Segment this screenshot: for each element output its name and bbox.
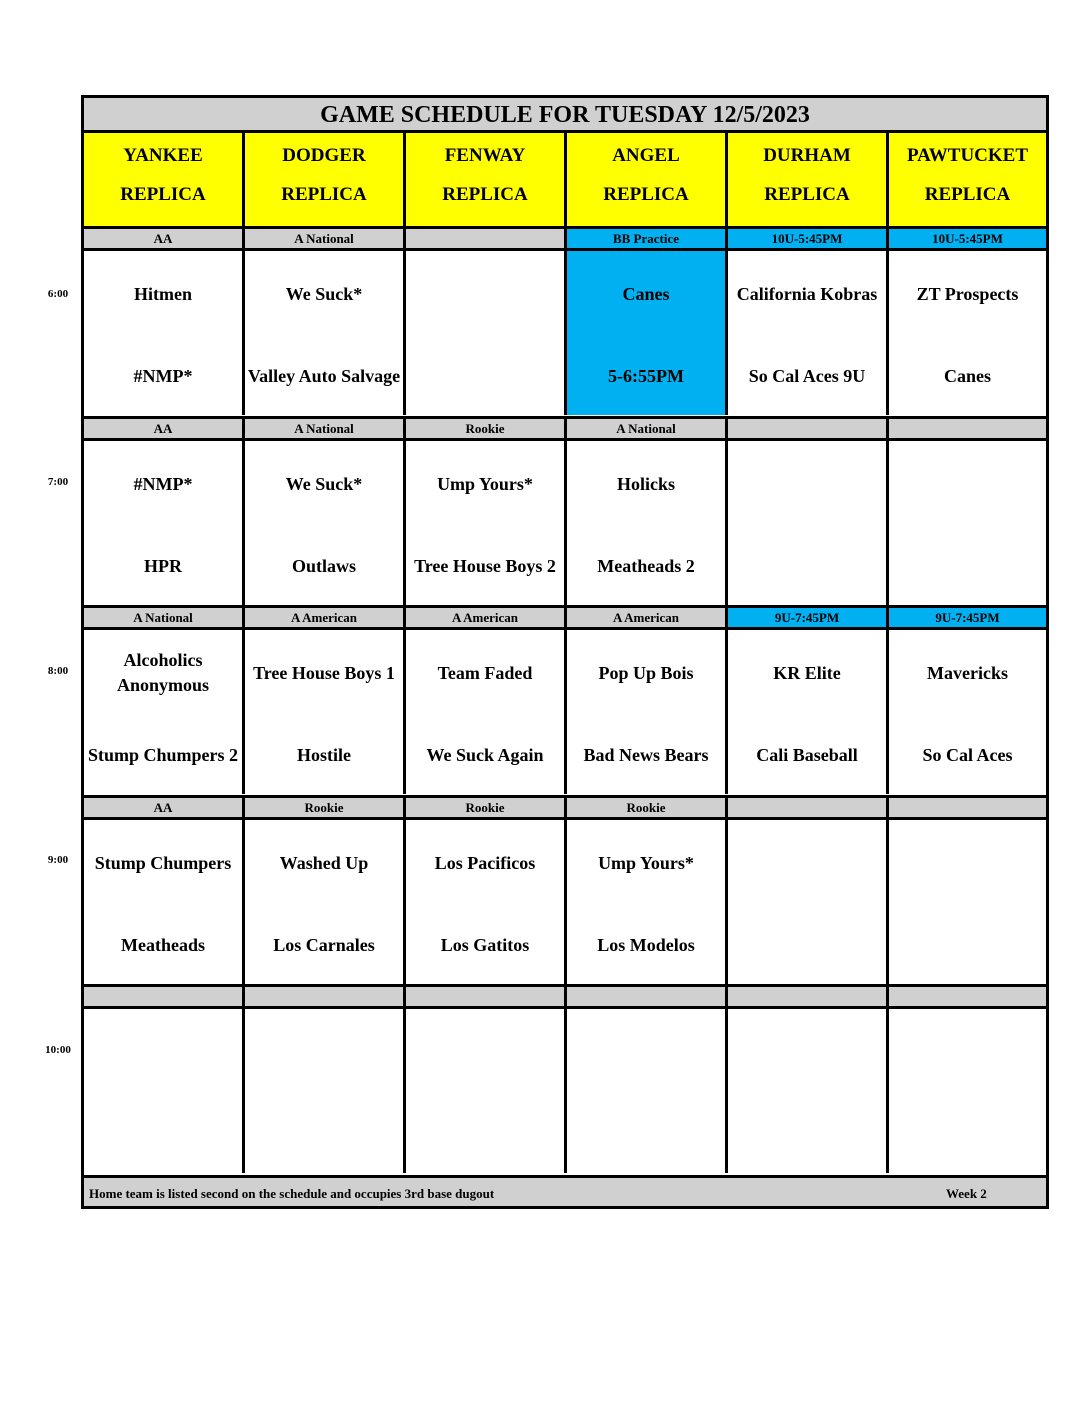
- game-cell: [728, 630, 889, 794]
- game-cell: [245, 251, 406, 415]
- home-team: Canes: [943, 365, 991, 386]
- away-team: [567, 1027, 725, 1077]
- game-row: [84, 1009, 1046, 1173]
- home-team: [84, 1109, 242, 1159]
- division-band: [84, 795, 1046, 820]
- division-label: A American: [406, 608, 567, 627]
- game-cell: [406, 820, 567, 984]
- away-team: [728, 1027, 886, 1077]
- game-cell: [84, 820, 245, 984]
- game-cell: [889, 1009, 1046, 1173]
- game-cell: [728, 1009, 889, 1173]
- division-label: A American: [567, 608, 728, 627]
- home-team: Cali Baseball: [756, 744, 858, 765]
- home-team: So Cal Aces 9U: [748, 365, 866, 386]
- away-team: Washed Up: [279, 852, 369, 873]
- division-label: A National: [245, 229, 406, 248]
- field-header-fenway: [406, 133, 567, 226]
- away-team: Stump Chumpers: [94, 852, 232, 873]
- field-type: REPLICA: [281, 184, 367, 205]
- game-cell: [84, 251, 245, 415]
- game-cell: [406, 251, 567, 415]
- home-team: Stump Chumpers 2: [87, 744, 239, 765]
- home-team: Los Modelos: [597, 934, 695, 955]
- away-team: We Suck*: [285, 283, 363, 304]
- division-band: [84, 605, 1046, 630]
- away-team: [406, 1027, 564, 1077]
- away-team: [728, 838, 886, 888]
- home-team: [728, 1109, 886, 1159]
- footer-bar: [84, 1175, 1046, 1206]
- division-label: 9U-7:45PM: [728, 608, 889, 627]
- division-label: A National: [84, 608, 245, 627]
- home-team: Outlaws: [291, 555, 356, 576]
- away-team: Pop Up Bois: [598, 662, 694, 683]
- game-cell: [567, 251, 728, 415]
- home-team: [889, 541, 1046, 591]
- division-label: [889, 987, 1046, 1006]
- home-team: Tree House Boys 2: [414, 555, 556, 576]
- away-team: Los Pacificos: [434, 852, 536, 873]
- game-cell: [84, 630, 245, 794]
- field-type: REPLICA: [764, 184, 850, 205]
- away-team: Hitmen: [134, 283, 192, 304]
- game-cell: [889, 820, 1046, 984]
- game-cell: [245, 441, 406, 605]
- division-label: [406, 987, 567, 1006]
- division-label: AA: [84, 419, 245, 438]
- field-name: DURHAM: [763, 145, 851, 166]
- field-name: DODGER: [282, 145, 366, 166]
- time-label: 9:00: [47, 854, 69, 866]
- home-team: Los Carnales: [273, 934, 375, 955]
- away-team: California Kobras: [736, 283, 878, 304]
- division-label: [728, 798, 889, 817]
- division-label: A American: [245, 608, 406, 627]
- game-cell: [889, 251, 1046, 415]
- away-team: [406, 269, 564, 319]
- division-label: [728, 987, 889, 1006]
- week-label: Week 2: [946, 1186, 987, 1201]
- home-team: #NMP*: [133, 365, 193, 386]
- division-band: [84, 226, 1046, 251]
- field-type: REPLICA: [603, 184, 689, 205]
- game-cell: [406, 630, 567, 794]
- home-team: Meatheads: [121, 934, 205, 955]
- away-team: We Suck*: [285, 473, 363, 494]
- game-cell: [84, 441, 245, 605]
- division-label: Rookie: [567, 798, 728, 817]
- away-team: [245, 1027, 403, 1077]
- division-band: [84, 984, 1046, 1009]
- home-team: [406, 351, 564, 401]
- division-label: Rookie: [245, 798, 406, 817]
- field-header-angel: [567, 133, 728, 226]
- home-team: Valley Auto Salvage: [247, 365, 401, 386]
- field-type: REPLICA: [120, 184, 206, 205]
- division-label: [567, 987, 728, 1006]
- away-team: Alcoholics Anonymous: [116, 650, 210, 695]
- division-label: [889, 419, 1046, 438]
- field-type: REPLICA: [442, 184, 528, 205]
- division-label: 9U-7:45PM: [889, 608, 1046, 627]
- division-label: AA: [84, 229, 245, 248]
- schedule-table: [81, 95, 1049, 1209]
- division-label: Rookie: [406, 419, 567, 438]
- away-team: Mavericks: [927, 662, 1008, 683]
- field-name: PAWTUCKET: [906, 145, 1029, 166]
- home-team: We Suck Again: [426, 744, 544, 765]
- game-row: [84, 441, 1046, 605]
- home-team: [406, 1109, 564, 1159]
- game-cell: [406, 441, 567, 605]
- away-team: #NMP*: [133, 473, 193, 494]
- game-row: [84, 251, 1046, 415]
- game-cell: [889, 441, 1046, 605]
- time-label: 6:00: [47, 288, 69, 300]
- home-team: Bad News Bears: [583, 744, 709, 765]
- time-label: 8:00: [47, 665, 69, 677]
- division-band: [84, 416, 1046, 441]
- game-row: [84, 630, 1046, 794]
- home-team: [889, 1109, 1046, 1159]
- away-team: Ump Yours*: [437, 473, 533, 494]
- home-team: So Cal Aces: [922, 744, 1013, 765]
- away-team: Team Faded: [437, 662, 533, 683]
- game-cell: [728, 441, 889, 605]
- home-team: [567, 1109, 725, 1159]
- field-type: REPLICA: [924, 184, 1011, 205]
- division-label: [245, 987, 406, 1006]
- away-team: Ump Yours*: [598, 852, 694, 873]
- home-team: [728, 920, 886, 970]
- field-header-pawtucket: [889, 133, 1046, 226]
- division-label: [889, 798, 1046, 817]
- field-name: YANKEE: [123, 145, 203, 166]
- home-team: HPR: [144, 555, 182, 576]
- home-team: [245, 1109, 403, 1159]
- game-cell: [728, 820, 889, 984]
- division-label: A National: [245, 419, 406, 438]
- game-cell: [245, 1009, 406, 1173]
- division-label: 10U-5:45PM: [728, 229, 889, 248]
- home-team: Meatheads 2: [597, 555, 695, 576]
- time-label: 7:00: [47, 476, 69, 488]
- home-team: Los Gatitos: [440, 934, 530, 955]
- game-cell: [406, 1009, 567, 1173]
- home-team: 5-6:55PM: [608, 365, 684, 386]
- game-cell: [728, 251, 889, 415]
- division-label: [84, 987, 245, 1006]
- game-cell: [567, 820, 728, 984]
- away-team: KR Elite: [773, 662, 841, 683]
- division-label: 10U-5:45PM: [889, 229, 1046, 248]
- field-header-dodger: [245, 133, 406, 226]
- game-cell: [567, 1009, 728, 1173]
- away-team: [889, 1027, 1046, 1077]
- game-cell: [245, 820, 406, 984]
- away-team: [728, 459, 886, 509]
- game-row: [84, 820, 1046, 984]
- division-label: Rookie: [406, 798, 567, 817]
- game-cell: [245, 630, 406, 794]
- division-label: BB Practice: [567, 229, 728, 248]
- away-team: [889, 838, 1046, 888]
- home-team: [889, 920, 1046, 970]
- field-header-yankee: [84, 133, 245, 226]
- division-label: AA: [84, 798, 245, 817]
- home-team-note: Home team is listed second on the schedule and occupies 3rd base dugout: [89, 1186, 495, 1201]
- home-team: Hostile: [297, 744, 351, 765]
- division-label: [728, 419, 889, 438]
- game-cell: [889, 630, 1046, 794]
- game-cell: [567, 630, 728, 794]
- away-team: [889, 459, 1046, 509]
- away-team: Canes: [622, 283, 670, 304]
- away-team: ZT Prospects: [916, 283, 1019, 304]
- field-name: ANGEL: [612, 145, 680, 166]
- time-label: 10:00: [45, 1044, 71, 1056]
- home-team: [728, 541, 886, 591]
- game-cell: [567, 441, 728, 605]
- division-label: [406, 229, 567, 248]
- field-header-durham: [728, 133, 889, 226]
- away-team: Holicks: [616, 473, 675, 494]
- division-label: A National: [567, 419, 728, 438]
- field-headers: [84, 133, 1046, 226]
- schedule-title: GAME SCHEDULE FOR TUESDAY 12/5/2023: [84, 98, 1046, 133]
- game-cell: [84, 1009, 245, 1173]
- away-team: Tree House Boys 1: [253, 662, 395, 683]
- away-team: [84, 1027, 242, 1077]
- field-name: FENWAY: [444, 145, 526, 166]
